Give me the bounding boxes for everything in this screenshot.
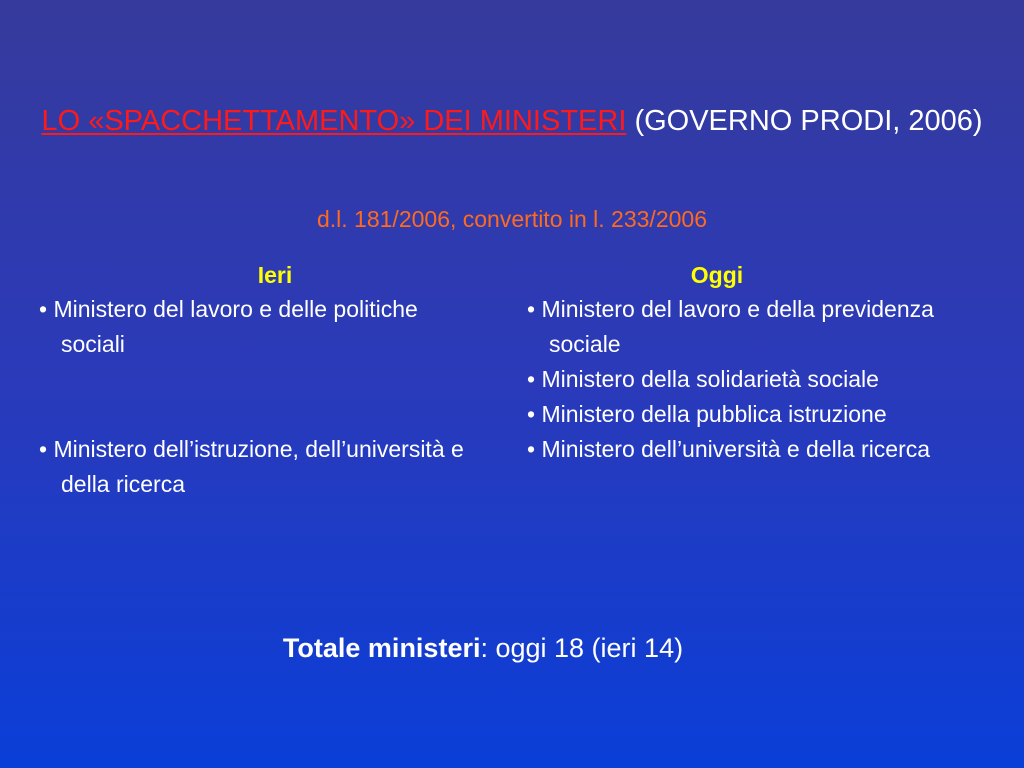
list-item: • Ministero della pubblica istruzione [527, 401, 887, 427]
total-value: : oggi 18 (ieri 14) [480, 633, 684, 663]
total-ministers [0, 630, 966, 666]
title-rest: (GOVERNO PRODI, 2006) [626, 105, 983, 137]
title-highlight: LO «SPACCHETTAMENTO» DEI MINISTERI [41, 105, 627, 137]
column-ieri [36, 259, 476, 502]
slide-title [40, 102, 984, 140]
list-item: • Ministero dell’università e della ricerca [527, 436, 931, 462]
list-item: • Ministero dell’istruzione, dell’università e della ricerca [39, 436, 464, 497]
spacer [36, 362, 476, 432]
total-label: Totale ministeri [282, 633, 481, 663]
list-item: • Ministero del lavoro e della previdenza sociale [527, 296, 934, 357]
list-item: • Ministero della solidarietà sociale [527, 366, 879, 392]
column-heading-ieri: Ieri [257, 262, 293, 288]
column-oggi [524, 259, 994, 467]
column-heading-oggi: Oggi [690, 262, 744, 288]
slide-subtitle: d.l. 181/2006, convertito in l. 233/2006 [316, 206, 707, 232]
list-item: • Ministero del lavoro e delle politiche sociali [39, 296, 418, 357]
